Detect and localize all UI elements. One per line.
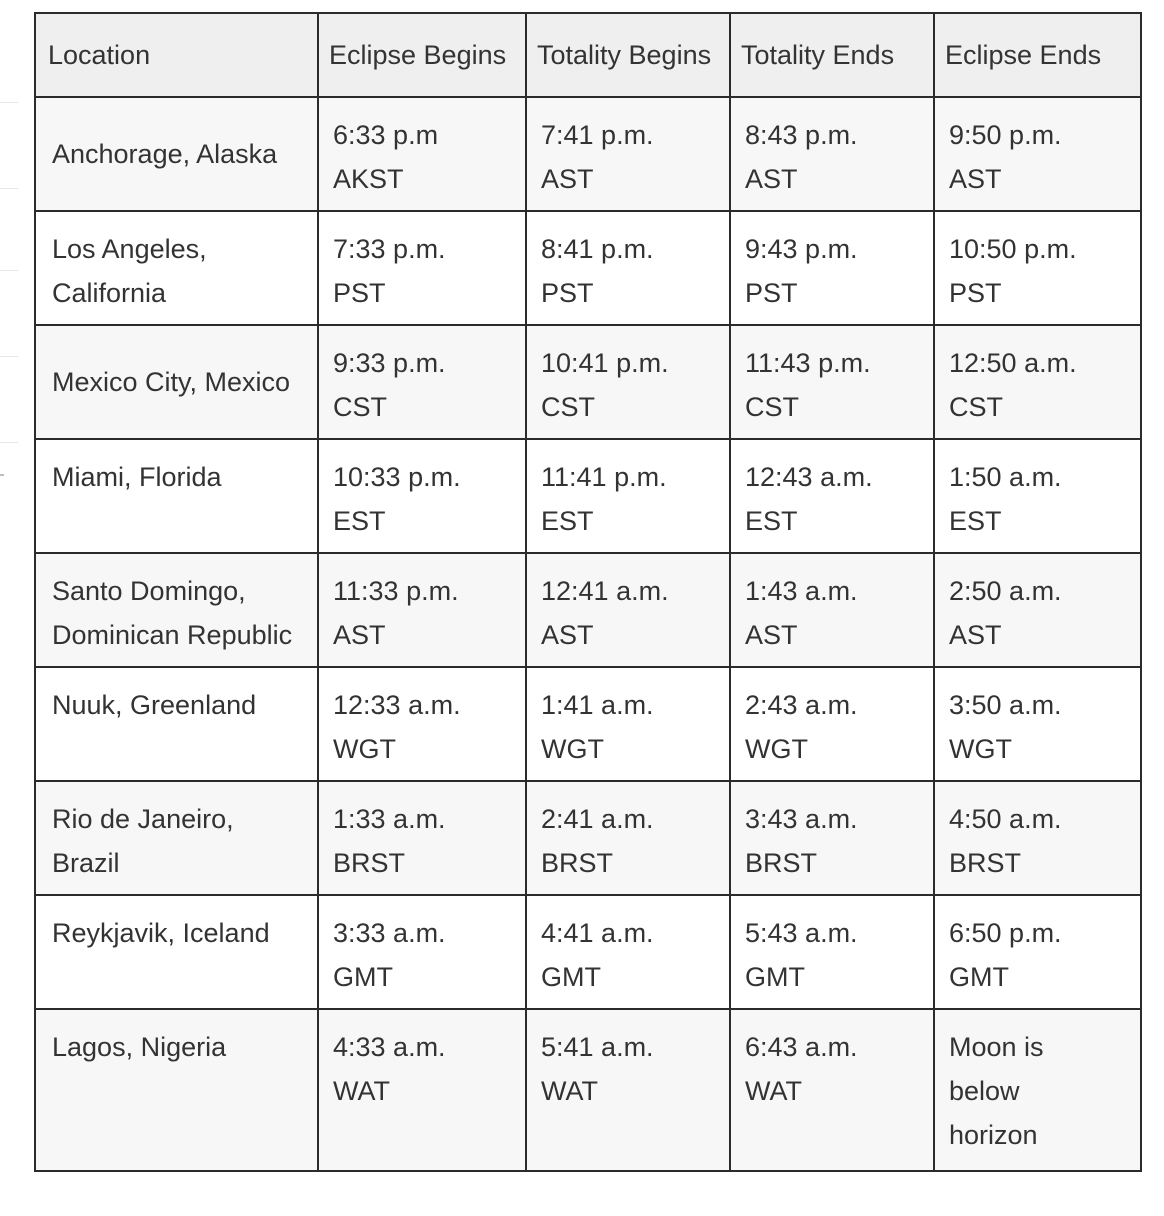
totality-ends-text: BRST <box>745 848 818 878</box>
eclipse-begins-text: 3:33 a.m. <box>333 918 446 948</box>
location-text: Brazil <box>52 848 120 878</box>
totality-begins-cell <box>526 1009 730 1171</box>
eclipse-begins-cell <box>318 325 526 439</box>
totality-ends-text: PST <box>745 278 798 308</box>
totality-begins-text: 7:41 p.m. <box>541 120 654 150</box>
table-row <box>35 667 1141 781</box>
eclipse-ends-cell <box>934 895 1141 1009</box>
eclipse-ends-cell <box>934 781 1141 895</box>
totality-ends-text: 8:43 p.m. <box>745 120 858 150</box>
eclipse-begins-cell <box>318 439 526 553</box>
eclipse-ends-text: below <box>949 1076 1020 1106</box>
totality-begins-cell <box>526 211 730 325</box>
totality-begins-text: 8:41 p.m. <box>541 234 654 264</box>
eclipse-ends-text: AST <box>949 620 1002 650</box>
totality-ends-text: WGT <box>745 734 808 764</box>
eclipse-begins-text: EST <box>333 506 386 536</box>
location-text: Miami, Florida <box>52 462 222 492</box>
table-body <box>35 97 1141 1171</box>
eclipse-begins-text: 11:33 p.m. <box>333 576 459 606</box>
totality-ends-cell <box>730 553 934 667</box>
eclipse-begins-text: WGT <box>333 734 396 764</box>
totality-begins-text: WAT <box>541 1076 598 1106</box>
totality-begins-cell <box>526 553 730 667</box>
table-row <box>35 325 1141 439</box>
totality-begins-text: 10:41 p.m. <box>541 348 669 378</box>
eclipse-ends-text: 2:50 a.m. <box>949 576 1062 606</box>
totality-begins-text: 4:41 a.m. <box>541 918 654 948</box>
totality-ends-text: CST <box>745 392 799 422</box>
header-location: Location <box>35 13 318 97</box>
totality-ends-text: GMT <box>745 962 805 992</box>
totality-ends-cell <box>730 667 934 781</box>
location-text: Mexico City, Mexico <box>52 367 291 397</box>
left-divider <box>0 102 18 103</box>
table-row <box>35 1009 1141 1171</box>
location-text: Dominican Republic <box>52 620 293 650</box>
totality-begins-cell <box>526 97 730 211</box>
header-totality-begins: Totality Begins <box>526 13 730 97</box>
location-text: Lagos, Nigeria <box>52 1032 227 1062</box>
totality-ends-text: 11:43 p.m. <box>745 348 871 378</box>
totality-begins-text: 11:41 p.m. <box>541 462 667 492</box>
eclipse-ends-cell <box>934 439 1141 553</box>
location-text: Anchorage, Alaska <box>52 139 278 169</box>
eclipse-ends-cell <box>934 1009 1141 1171</box>
header-totality-ends: Totality Ends <box>730 13 934 97</box>
totality-ends-text: EST <box>745 506 798 536</box>
eclipse-begins-text: 12:33 a.m. <box>333 690 461 720</box>
eclipse-ends-text: horizon <box>949 1120 1038 1150</box>
totality-begins-text: GMT <box>541 962 601 992</box>
table-row <box>35 97 1141 211</box>
eclipse-begins-text: 6:33 p.m <box>333 120 439 150</box>
table-row <box>35 439 1141 553</box>
totality-ends-cell <box>730 325 934 439</box>
eclipse-begins-text: CST <box>333 392 387 422</box>
eclipse-ends-text: 10:50 p.m. <box>949 234 1077 264</box>
totality-begins-text: 2:41 a.m. <box>541 804 654 834</box>
left-divider <box>0 270 18 271</box>
totality-ends-cell <box>730 895 934 1009</box>
eclipse-ends-text: Moon is <box>949 1032 1044 1062</box>
left-divider <box>0 356 18 357</box>
totality-begins-text: 5:41 a.m. <box>541 1032 654 1062</box>
totality-ends-text: 1:43 a.m. <box>745 576 858 606</box>
totality-begins-text: 12:41 a.m. <box>541 576 669 606</box>
eclipse-ends-cell <box>934 97 1141 211</box>
eclipse-begins-cell <box>318 211 526 325</box>
location-cell <box>35 211 318 325</box>
location-text: Los Angeles, <box>52 234 207 264</box>
eclipse-ends-cell <box>934 667 1141 781</box>
eclipse-ends-text: WGT <box>949 734 1012 764</box>
left-divider <box>0 442 18 443</box>
totality-ends-cell <box>730 1009 934 1171</box>
totality-ends-cell <box>730 439 934 553</box>
totality-begins-cell <box>526 781 730 895</box>
totality-ends-cell <box>730 781 934 895</box>
eclipse-ends-text: 6:50 p.m. <box>949 918 1062 948</box>
location-cell <box>35 1009 318 1171</box>
totality-begins-text: WGT <box>541 734 604 764</box>
eclipse-ends-text: EST <box>949 506 1002 536</box>
totality-begins-cell <box>526 895 730 1009</box>
eclipse-ends-text: 1:50 a.m. <box>949 462 1062 492</box>
location-text: Rio de Janeiro, <box>52 804 234 834</box>
totality-ends-text: WAT <box>745 1076 802 1106</box>
eclipse-begins-text: PST <box>333 278 386 308</box>
eclipse-begins-cell <box>318 895 526 1009</box>
eclipse-ends-text: 3:50 a.m. <box>949 690 1062 720</box>
location-cell <box>35 667 318 781</box>
location-cell <box>35 553 318 667</box>
eclipse-ends-text: CST <box>949 392 1003 422</box>
totality-begins-text: BRST <box>541 848 614 878</box>
totality-ends-text: 12:43 a.m. <box>745 462 873 492</box>
location-text: Reykjavik, Iceland <box>52 918 270 948</box>
eclipse-ends-text: AST <box>949 164 1002 194</box>
location-text: Nuuk, Greenland <box>52 690 257 720</box>
table-header <box>35 13 1141 97</box>
eclipse-ends-cell <box>934 325 1141 439</box>
totality-begins-cell <box>526 439 730 553</box>
location-cell <box>35 781 318 895</box>
table-row <box>35 553 1141 667</box>
eclipse-begins-text: 4:33 a.m. <box>333 1032 446 1062</box>
totality-ends-text: AST <box>745 164 798 194</box>
totality-begins-text: AST <box>541 164 594 194</box>
eclipse-begins-text: 1:33 a.m. <box>333 804 446 834</box>
totality-begins-text: 1:41 a.m. <box>541 690 654 720</box>
left-edge-tick <box>0 474 4 476</box>
totality-begins-text: CST <box>541 392 595 422</box>
header-row <box>35 13 1141 97</box>
totality-ends-text: 5:43 a.m. <box>745 918 858 948</box>
totality-ends-text: 3:43 a.m. <box>745 804 858 834</box>
totality-ends-cell <box>730 211 934 325</box>
eclipse-begins-text: GMT <box>333 962 393 992</box>
totality-begins-text: EST <box>541 506 594 536</box>
eclipse-ends-text: 9:50 p.m. <box>949 120 1062 150</box>
location-cell <box>35 97 318 211</box>
totality-ends-text: 2:43 a.m. <box>745 690 858 720</box>
eclipse-begins-cell <box>318 553 526 667</box>
table-row <box>35 895 1141 1009</box>
totality-begins-cell <box>526 667 730 781</box>
eclipse-ends-text: 12:50 a.m. <box>949 348 1077 378</box>
eclipse-begins-cell <box>318 1009 526 1171</box>
eclipse-begins-text: 7:33 p.m. <box>333 234 446 264</box>
location-text: Santo Domingo, <box>52 576 246 606</box>
totality-ends-text: 6:43 a.m. <box>745 1032 858 1062</box>
totality-begins-text: PST <box>541 278 594 308</box>
totality-ends-text: AST <box>745 620 798 650</box>
eclipse-ends-cell <box>934 553 1141 667</box>
eclipse-begins-text: WAT <box>333 1076 390 1106</box>
header-eclipse-ends: Eclipse Ends <box>934 13 1141 97</box>
eclipse-ends-text: GMT <box>949 962 1009 992</box>
eclipse-ends-text: PST <box>949 278 1002 308</box>
eclipse-times-table <box>34 12 1142 1172</box>
totality-begins-cell <box>526 325 730 439</box>
table-row <box>35 211 1141 325</box>
table-row <box>35 781 1141 895</box>
left-divider <box>0 188 18 189</box>
location-text: California <box>52 278 167 308</box>
eclipse-begins-cell <box>318 97 526 211</box>
location-cell <box>35 439 318 553</box>
location-cell <box>35 895 318 1009</box>
eclipse-begins-text: 9:33 p.m. <box>333 348 446 378</box>
eclipse-begins-text: 10:33 p.m. <box>333 462 461 492</box>
totality-ends-text: 9:43 p.m. <box>745 234 858 264</box>
eclipse-begins-text: BRST <box>333 848 406 878</box>
totality-begins-text: AST <box>541 620 594 650</box>
eclipse-begins-cell <box>318 667 526 781</box>
location-cell <box>35 325 318 439</box>
eclipse-begins-cell <box>318 781 526 895</box>
eclipse-begins-text: AST <box>333 620 386 650</box>
totality-ends-cell <box>730 97 934 211</box>
eclipse-ends-text: BRST <box>949 848 1022 878</box>
eclipse-ends-cell <box>934 211 1141 325</box>
eclipse-ends-text: 4:50 a.m. <box>949 804 1062 834</box>
eclipse-begins-text: AKST <box>333 164 404 194</box>
header-eclipse-begins: Eclipse Begins <box>318 13 526 97</box>
